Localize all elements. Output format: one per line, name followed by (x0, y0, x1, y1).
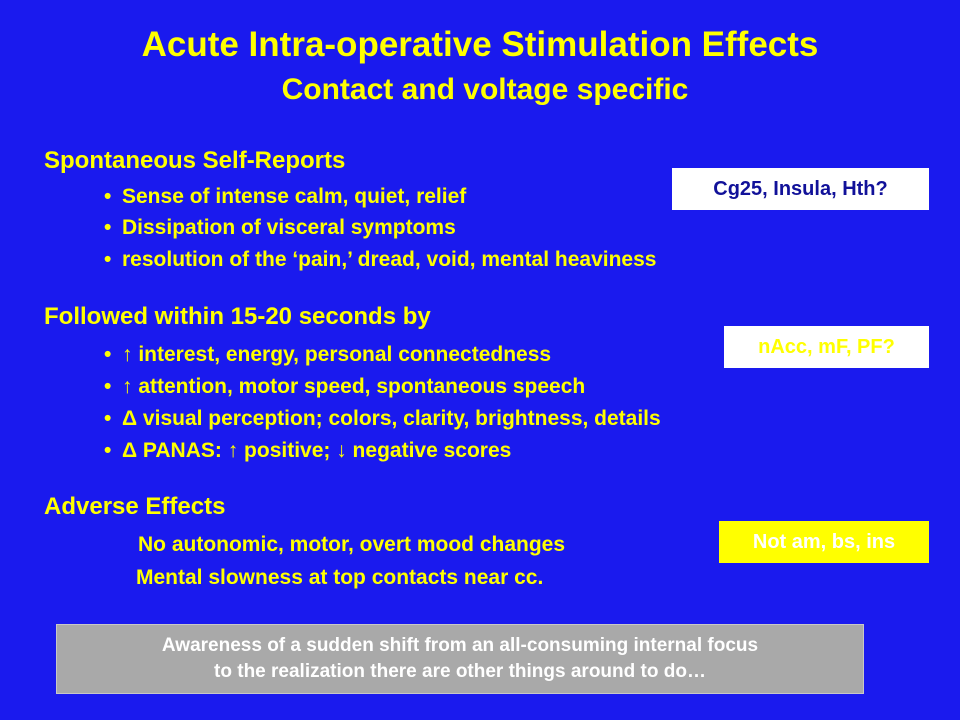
footer-note-box (56, 624, 864, 694)
bullet-icon: • (104, 216, 112, 239)
list-item-text: Sense of intense calm, quiet, relief (122, 185, 467, 208)
bullet-icon: • (104, 407, 112, 430)
section-heading-followed-by: Followed within 15-20 seconds by (44, 303, 431, 330)
list-item (104, 184, 466, 210)
adverse-line-1: No autonomic, motor, overt mood changes (138, 533, 566, 556)
list-item-text: ↑ interest, energy, personal connectedness (122, 343, 552, 366)
bullet-icon: • (104, 375, 112, 398)
list-item (104, 342, 551, 368)
slide-subtitle: Contact and voltage specific (281, 73, 689, 106)
adverse-line-2: Mental slowness at top contacts near cc. (136, 566, 544, 589)
bullet-icon: • (104, 343, 112, 366)
footer-line-2: to the realization there are other things around to do… (214, 661, 706, 682)
list-item (104, 374, 585, 400)
list-item-text: resolution of the ‘pain,’ dread, void, mental heaviness (122, 248, 657, 271)
bullet-icon: • (104, 439, 112, 462)
section-heading-adverse-effects: Adverse Effects (44, 493, 226, 520)
list-item (104, 438, 511, 464)
footer-line-1: Awareness of a sudden shift from an all-consuming internal focus (161, 635, 759, 656)
list-item-text: Δ visual perception; colors, clarity, brightness, details (122, 407, 661, 430)
list-item-text: Δ PANAS: ↑ positive; ↓ negative scores (122, 439, 512, 462)
bullet-icon: • (104, 248, 112, 271)
section-heading-self-reports: Spontaneous Self-Reports (44, 147, 346, 174)
list-item (104, 247, 656, 273)
list-item (104, 215, 456, 241)
region-tag-nacc: nAcc, mF, PF? (724, 326, 929, 368)
list-item (104, 406, 661, 432)
bullet-icon: • (104, 185, 112, 208)
region-tag-not-am: Not am, bs, ins (719, 521, 929, 563)
region-tag-cg25: Cg25, Insula, Hth? (672, 168, 929, 210)
list-item-text: Dissipation of visceral symptoms (122, 216, 456, 239)
list-item-text: ↑ attention, motor speed, spontaneous speech (122, 375, 586, 398)
slide-title: Acute Intra-operative Stimulation Effects (141, 25, 819, 64)
